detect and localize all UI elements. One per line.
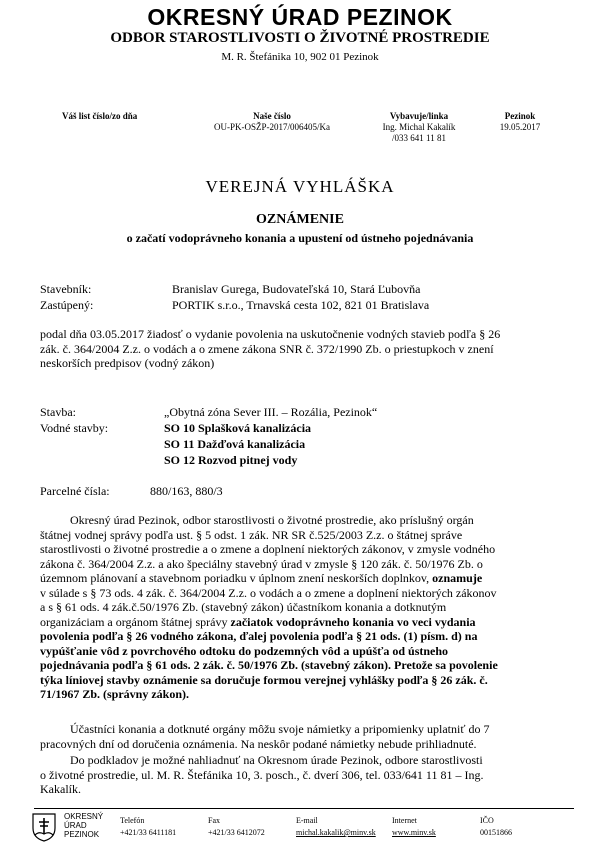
builder-label: Stavebník: <box>40 282 92 296</box>
text-line: týka líniovej stavby oznámenie sa doručuje formou verejnej vyhlášky podľa § 26 zák. č. <box>40 672 488 687</box>
footer-ico <box>480 815 512 839</box>
text-line: pracovných dní od doručenia oznámenia. Na neskôr podané námietky nebude prihliadnuté. <box>40 736 477 751</box>
text-line: v súlade s § 73 ods. 4 zák. č. 364/2004 Z.z. o vodách a o zmene a doplnení niektorých zákonov <box>40 585 497 600</box>
intro-paragraph <box>40 327 564 371</box>
main-paragraph <box>40 513 564 702</box>
ref-value: OU-PK-OSŽP-2017/006405/Ka <box>214 122 330 132</box>
water-structure-item: SO 11 Dažďová kanalizácia <box>164 437 306 451</box>
footer-label: Fax <box>208 816 220 825</box>
building-value: „Obytná zóna Sever III. – Rozália, Pezinok“ <box>164 405 378 419</box>
text-line: neskorších predpisov (vodný zákon) <box>40 356 215 370</box>
text-line: o životné prostredie, ul. M. R. Štefánika 10, 3. posch., č. dverí 306, tel. 033/641 11 81 – Ing. <box>40 767 484 782</box>
footer-value: 00151866 <box>480 828 512 837</box>
text-line: starostlivosti o životné prostredie a o zmene a doplnení niektorých zákonov, v zmysle vodného <box>40 542 496 556</box>
water-structures-label: Vodné stavby: <box>40 421 109 435</box>
text-line: zákona č. 364/2004 Z.z. a ako špeciálny stavebný úrad v zmysle § 120 zák. č. 50/1976 Zb. o <box>40 556 483 571</box>
inspection-paragraph <box>40 753 564 797</box>
text-line: a s § 61 ods. 4 zák.č.50/1976 Zb. (stavebný zákon) účastníkom konania a dotknutým <box>40 600 447 614</box>
footer-office-line: PEZINOK <box>64 830 100 839</box>
footer-email-link[interactable]: michal.kakalik@minv.sk <box>296 828 376 837</box>
footer-label: Telefón <box>120 816 145 825</box>
ref-label: Váš list číslo/zo dňa <box>62 111 138 121</box>
objections-paragraph <box>40 722 564 751</box>
footer-label: Internet <box>392 816 417 825</box>
text-span-bold: začiatok vodoprávneho konania vo veci vydania <box>230 614 476 629</box>
footer-internet <box>392 815 436 839</box>
building-label: Stavba: <box>40 405 76 419</box>
footer-office-name <box>64 812 103 839</box>
footer-email <box>296 815 376 839</box>
coat-of-arms-icon <box>30 812 58 842</box>
water-structure-item: SO 10 Splašková kanalizácia <box>164 421 312 435</box>
ref-label: Vybavuje/linka <box>389 111 449 121</box>
office-title: OKRESNÝ ÚRAD PEZINOK <box>147 4 453 30</box>
ref-value: Ing. Michal Kakalík <box>382 122 456 132</box>
text-span-bold: Pretože sa povolenie <box>394 658 498 672</box>
builder-value: Branislav Gurega, Budovateľská 10, Stará Ľubovňa <box>172 282 421 296</box>
office-address: M. R. Štefánika 10, 902 01 Pezinok <box>221 51 379 63</box>
document-title: VEREJNÁ VYHLÁŠKA <box>205 177 395 196</box>
document-subheading: o začatí vodoprávneho konania a upustení od ústneho pojednávania <box>126 231 474 245</box>
ref-handled-by <box>370 111 468 144</box>
text-line: 71/1967 Zb. (správny zákon). <box>40 687 190 701</box>
text-line: Kakalík. <box>40 782 81 796</box>
ref-value: 19.05.2017 <box>499 122 541 132</box>
department-subtitle: ODBOR STAROSTLIVOSTI O ŽIVOTNÉ PROSTREDIE <box>110 30 490 46</box>
document-heading: OZNÁMENIE <box>256 212 344 227</box>
parcels-label: Parcelné čísla: <box>40 484 110 498</box>
footer-phone <box>120 815 176 839</box>
footer-divider <box>34 808 574 809</box>
text-line: podal dňa 03.05.2017 žiadosť o vydanie povolenia na uskutočnenie vodných stavieb podľa § 26 <box>40 327 501 341</box>
ref-your-letter <box>62 111 137 122</box>
text-line <box>40 571 564 586</box>
text-line: Do podkladov je možné nahliadnuť na Okresnom úrade Pezinok, odbore starostlivosti <box>70 753 483 767</box>
text-line: Okresný úrad Pezinok, odbor starostlivosti o životné prostredie, ako príslušný orgán <box>70 513 474 527</box>
footer-fax <box>208 815 265 839</box>
footer-value: +421/33 6412072 <box>208 828 265 837</box>
footer-label: E-mail <box>296 816 318 825</box>
text-line: zák. č. 364/2004 Z.z. o vodách a o zmene zákona SNR č. 372/1990 Zb. o priestupkoch v znení <box>40 341 494 356</box>
representative-value: PORTIK s.r.o., Trnavská cesta 102, 821 01 Bratislava <box>172 298 430 312</box>
text-line <box>40 615 564 630</box>
text-line <box>40 658 564 673</box>
ref-value-phone: /033 641 11 81 <box>392 133 446 143</box>
text-span: organizáciam a orgánom štátnej správy <box>40 614 228 629</box>
water-structure-item: SO 12 Rozvod pitnej vody <box>164 453 298 467</box>
ref-our-number <box>202 111 342 133</box>
footer-value: +421/33 6411181 <box>120 828 177 837</box>
text-span-bold: oznamuje <box>432 571 483 585</box>
footer-office-line: OKRESNÝ <box>64 812 104 821</box>
text-span: územnom plánovaní a stavebnom poriadku v úplnom znení neskorších doplnkov, <box>40 571 430 585</box>
text-line: Účastníci konania a dotknuté orgány môžu svoje námietky a pripomienky uplatniť do 7 <box>70 722 490 736</box>
text-line: vypúšťanie vôd z povrchového odtoku do podzemných vôd a upúšťa od ústneho <box>40 643 449 658</box>
text-span-bold: pojednávania podľa § 61 ods. 2 zák. č. 50/1976 Zb. (stavebný zákon). <box>40 658 392 672</box>
ref-place-date <box>488 111 552 133</box>
footer-website-link[interactable]: www.minv.sk <box>392 828 436 837</box>
ref-label: Naše číslo <box>253 111 291 121</box>
footer-office-line: ÚRAD <box>64 821 87 830</box>
parcels-value: 880/163, 880/3 <box>150 484 223 498</box>
text-line: štátnej vodnej správy podľa ust. § 5 odst. 1 zák. NR SR č.525/2003 Z.z. o štátnej správe <box>40 527 463 542</box>
representative-label: Zastúpený: <box>40 298 94 312</box>
text-line: povolenia podľa § 26 vodného zákona, ďalej povolenia podľa § 21 ods. (1) písm. d) na <box>40 629 478 643</box>
footer-label: IČO <box>480 816 494 825</box>
ref-label: Pezinok <box>504 111 536 121</box>
